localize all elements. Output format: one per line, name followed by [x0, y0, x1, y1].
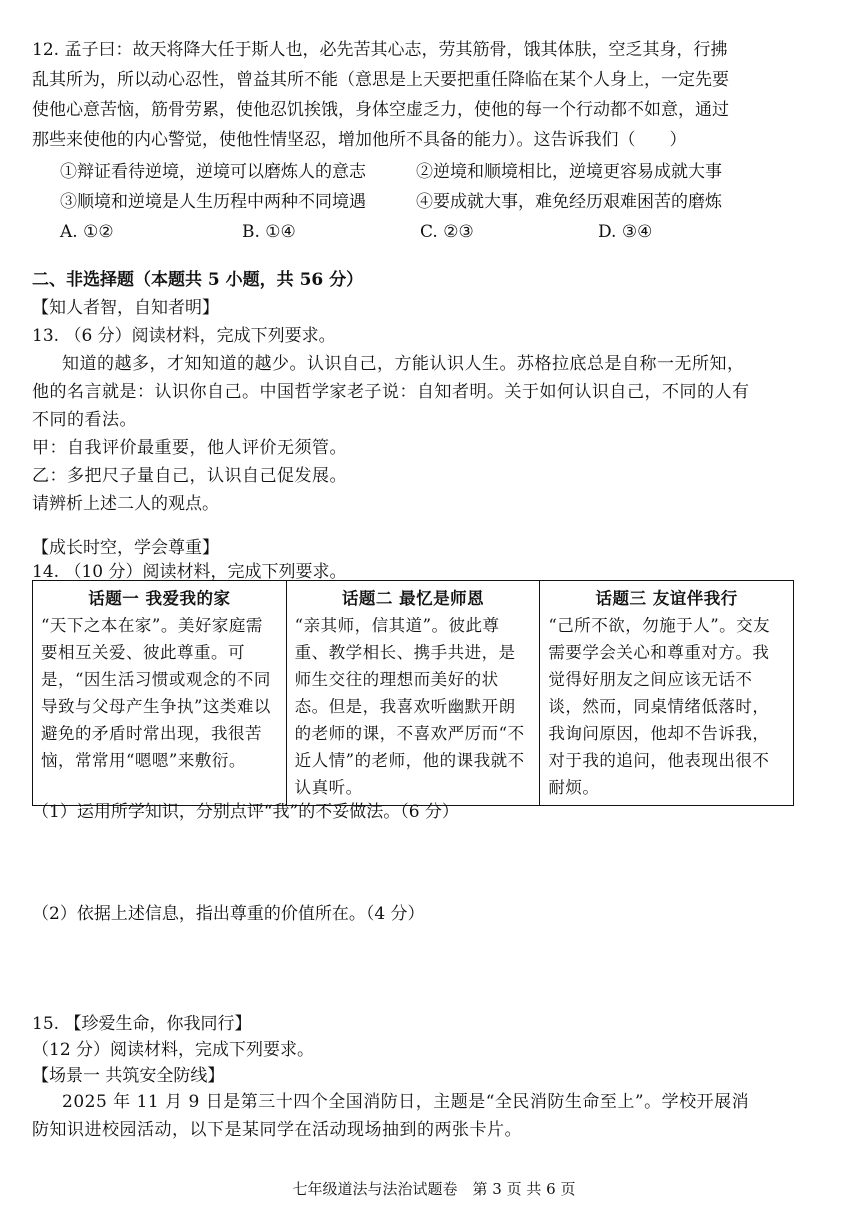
q12-statement-1: ①辩证看待逆境，逆境可以磨炼人的意志 [60, 162, 366, 182]
q12-option-c: C. ②③ [420, 222, 474, 242]
q12-line-2: 乱其所为，所以动心忍性，曾益其所不能（意思是上天要把重任降临在某个人身上，一定先要 [32, 70, 729, 90]
q15-heading: 15. 【珍爱生命，你我同行】 [32, 1014, 252, 1034]
q13-material-line-3: 不同的看法。 [32, 410, 137, 430]
topic-2-body: “亲其师，信其道”。彼此尊重、教学相长、携手共进，是师生交往的理想而美好的状态。但是，我喜欢听幽默开朗的老师的课，不喜欢严厉而“不近人情”的老师，他的课我就不认真听。 [294, 616, 525, 797]
q12-statement-3: ③顺境和逆境是人生历程中两种不同境遇 [60, 192, 366, 212]
q13-heading: 13. （6 分）阅读材料，完成下列要求。 [32, 326, 336, 346]
topic-cell-2 [286, 581, 540, 806]
section-heading: 二、非选择题（本题共 5 小题，共 56 分） [32, 270, 364, 290]
q15-material-line-1: 2025 年 11 月 9 日是第三十四个全国消防日，主题是“全民消防生命至上”。学校开展消 [62, 1092, 750, 1112]
topic-3-body: “己所不欲，勿施于人”。交友需要学会关心和尊重对方。我觉得好朋友之间应该无话不谈，然而，同桌情绪低落时，我询问原因，他却不告诉我，对于我的追问，他表现出很不耐烦。 [548, 616, 771, 797]
q14-part-1: （1）运用所学知识，分别点评“我”的不妥做法。（6 分） [32, 802, 459, 822]
topic-heading-2: 【成长时空，学会尊重】 [32, 538, 219, 558]
q14-part-2: （2）依据上述信息，指出尊重的价值所在。（4 分） [32, 904, 425, 924]
q14-heading: 14. （10 分）阅读材料，完成下列要求。 [32, 562, 347, 582]
q12-statement-2: ②逆境和顺境相比，逆境更容易成就大事 [416, 162, 722, 182]
q12-option-b: B. ①④ [242, 222, 296, 242]
q12-line-3: 使他心意苦恼，筋骨劳累，使他忍饥挨饿，身体空虚乏力，使他的每一个行动都不如意，通过 [32, 100, 729, 120]
q15-material-line-2: 防知识进校园活动，以下是某同学在活动现场抽到的两张卡片。 [32, 1120, 522, 1140]
topic-2-title: 话题二 最忆是师恩 [341, 589, 485, 608]
q13-view-jia: 甲：自我评价最重要，他人评价无须管。 [32, 438, 347, 458]
q12-line-4: 那些来使他的内心警觉，使他性情坚忍，增加他所不具备的能力）。这告诉我们（ ） [32, 130, 687, 150]
q13-material-line-2: 他的名言就是：认识你自己。中国哲学家老子说：自知者明。关于如何认识自己，不同的人有 [32, 382, 750, 402]
q12-option-d: D. ③④ [598, 222, 653, 242]
page-footer: 七年级道法与法治试题卷 第 3 页 共 6 页 [292, 1180, 576, 1198]
topic-3-title: 话题三 友谊伴我行 [595, 589, 738, 608]
topic-cell-3 [540, 581, 794, 806]
topic-heading-1: 【知人者智，自知者明】 [32, 298, 219, 318]
q12-line-1: 12. 孟子曰：故天将降大任于斯人也，必先苦其心志，劳其筋骨，饿其体肤，空乏其身，行拂 [32, 40, 728, 60]
q14-topic-table [32, 580, 794, 806]
q12-option-a: A. ①② [60, 222, 114, 242]
topic-1-body: “天下之本在家”。美好家庭需要相互关爱、彼此尊重。可是，“因生活习惯或观念的不同导致与父母产生争执”这类难以避免的矛盾时常出现，我很苦恼，常常用“嗯嗯”来敷衍。 [41, 616, 271, 770]
q15-subheading: （12 分）阅读材料，完成下列要求。 [32, 1040, 315, 1060]
q13-material-line-1: 知道的越多，才知知道的越少。认识自己，方能认识人生。苏格拉底总是自称一无所知， [62, 354, 745, 374]
q12-statement-4: ④要成就大事，难免经历艰难困苦的磨炼 [416, 192, 722, 212]
scene-1-heading: 【场景一 共筑安全防线】 [32, 1066, 225, 1086]
q13-question: 请辨析上述二人的观点。 [32, 494, 219, 514]
topic-cell-1 [33, 581, 287, 806]
topic-1-title: 话题一 我爱我的家 [88, 589, 231, 608]
q13-view-yi: 乙：多把尺子量自己，认识自己促发展。 [32, 466, 347, 486]
